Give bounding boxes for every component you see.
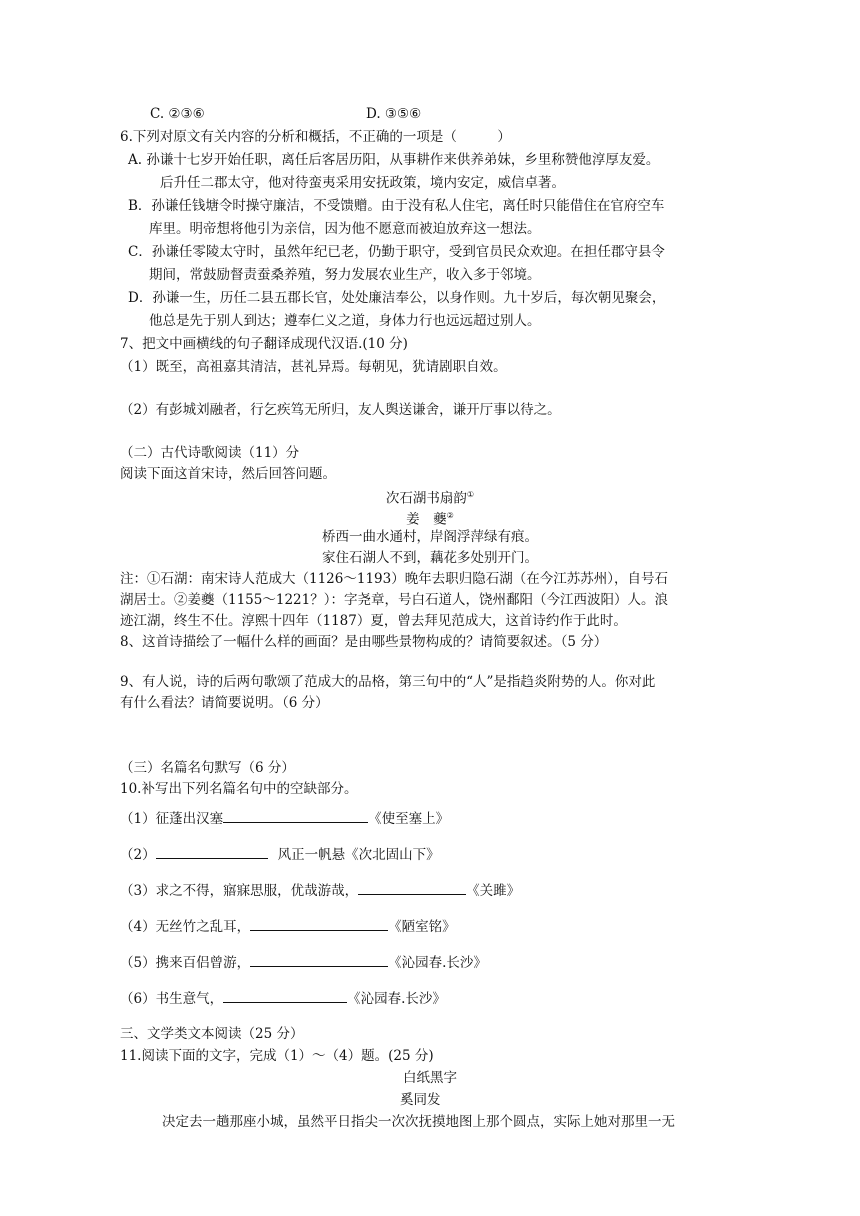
q6-option-b-line2: 库里。明帝想将他引为亲信，因为他不愿意而被迫放弃这一想法。 xyxy=(149,221,541,237)
poem-author: 姜 夔② xyxy=(406,511,454,528)
q6-option-c-line2: 期间，常鼓励督责蚕桑养殖，努力发展农业生产，收入多于邻境。 xyxy=(149,267,541,283)
story-title: 白纸黑字 xyxy=(403,1070,457,1086)
q6-option-c-line1: C．孙谦任零陵太守时，虽然年纪已老，仍勤于职守，受到官员民众欢迎。在担任郡守县令 xyxy=(128,244,665,260)
fill-item-2: （2） 风正一帆悬《次北固山下》 xyxy=(120,844,440,865)
literary-section-heading: 三、文学类文本阅读（25 分） xyxy=(120,1026,304,1042)
poetry-intro: 阅读下面这首宋诗，然后回答问题。 xyxy=(120,466,336,482)
q8: 8、这首诗描绘了一幅什么样的画面？是由哪些景物构成的？请简要叙述。（5 分） xyxy=(120,634,608,650)
poem-note-line1: 注：①石湖：南宋诗人范成大（1126～1193）晚年去职归隐石湖（在今江苏苏州），自号石 xyxy=(120,571,668,587)
fill-blank[interactable] xyxy=(223,808,368,823)
q10-stem: 10.补写出下列名篇名句中的空缺部分。 xyxy=(120,781,358,797)
q5-option-d: D. ③⑤⑥ xyxy=(366,106,422,122)
q6-option-a-line1: A. 孙谦十七岁开始任职，离任后客居历阳，从事耕作来供养弟妹，乡里称赞他淳厚友爱。 xyxy=(128,152,660,168)
poem-title: 次石湖书扇韵① xyxy=(385,490,475,507)
q6-option-d-line2: 他总是先于别人到达；遵奉仁义之道，身体力行也远远超过别人。 xyxy=(149,313,541,329)
fill-blank[interactable] xyxy=(223,988,347,1003)
fill-item-5: （5）携来百侣曾游， 《沁园春.长沙》 xyxy=(120,952,487,973)
q6-option-b-line1: B．孙谦任钱塘令时操守廉洁，不受馈赠。由于没有私人住宅，离任时只能借住在官府空车 xyxy=(128,198,665,214)
famous-lines-heading: （三）名篇名句默写（6 分） xyxy=(120,760,295,776)
q6-option-a-line2: 后升任二郡太守，他对待蛮夷采用安抚政策，境内安定，威信卓著。 xyxy=(160,175,565,191)
story-author: 奚同发 xyxy=(400,1092,441,1108)
q6-option-d-line1: D．孙谦一生，历任二县五郡长官，处处廉洁奉公，以身作则。九十岁后，每次朝见聚会， xyxy=(128,290,666,306)
q5-option-c: C. ②③⑥ xyxy=(150,106,205,122)
fill-item-4: （4）无丝竹之乱耳， 《陋室铭》 xyxy=(120,916,456,937)
q9-line1: 9、有人说，诗的后两句歌颂了范成大的品格，第三句中的“人”是指趋炎附势的人。你对此 xyxy=(120,674,656,690)
poem-line-1: 桥西一曲水通村，岸阁浮萍绿有痕。 xyxy=(322,529,538,545)
q9-line2: 有什么看法？请简要说明。（6 分） xyxy=(120,695,329,711)
poem-note-line3: 迹江湖，终生不仕。淳熙十四年（1187）夏，曾去拜见范成大，这首诗约作于此时。 xyxy=(120,613,627,629)
q11-stem: 11.阅读下面的文字，完成（1）～（4）题。(25 分) xyxy=(120,1048,434,1064)
fill-item-1: （1）征蓬出汉塞 《使至塞上》 xyxy=(120,808,449,829)
fill-item-6: （6）书生意气， 《沁园春.长沙》 xyxy=(120,988,446,1009)
q7-sentence-2: （2）有彭城刘融者，行乞疾笃无所归，友人舆送谦舍，谦开厅事以待之。 xyxy=(120,402,561,418)
story-paragraph: 决定去一趟那座小城，虽然平日指尖一次次抚摸地图上那个圆点，实际上她对那里一无 xyxy=(162,1114,675,1130)
poem-line-2: 家住石湖人不到，藕花多处别开门。 xyxy=(322,550,538,566)
fill-blank[interactable] xyxy=(250,952,388,967)
fill-item-3: （3）求之不得，寤寐思服，优哉游哉， 《关雎》 xyxy=(120,880,520,901)
fill-blank[interactable] xyxy=(250,916,388,931)
q6-stem: 6.下列对原文有关内容的分析和概括，不正确的一项是（ ） xyxy=(120,129,511,145)
q7-stem: 7、把文中画横线的句子翻译成现代汉语.(10 分) xyxy=(120,336,408,352)
poetry-section-heading: （二）古代诗歌阅读（11）分 xyxy=(120,445,300,461)
fill-blank[interactable] xyxy=(156,844,268,859)
fill-blank[interactable] xyxy=(358,880,466,895)
poem-note-line2: 湖居士。②姜夔（1155～1221？）：字尧章，号白石道人，饶州鄱阳（今江西波阳）人。浪 xyxy=(120,592,668,608)
q7-sentence-1: （1）既至，高祖嘉其清洁，甚礼异焉。每朝见，犹请剧职自效。 xyxy=(120,359,507,375)
